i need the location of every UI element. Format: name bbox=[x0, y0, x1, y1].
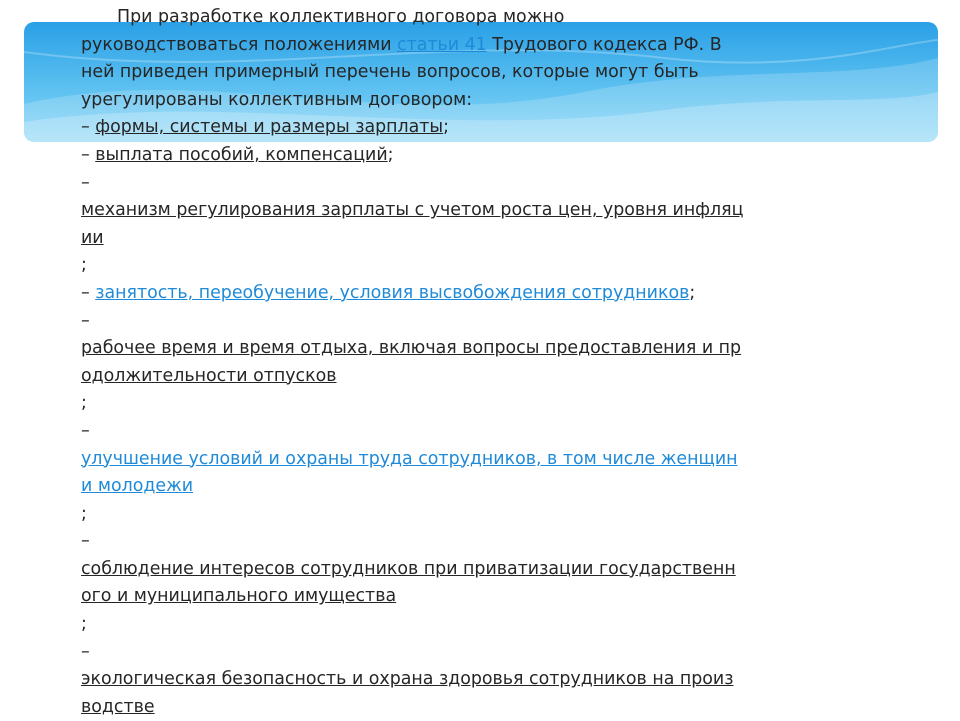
intro-line bbox=[81, 59, 841, 87]
item-link[interactable]: рабочее время и время отдыха, включая вопросы предоставления и пр bbox=[81, 338, 742, 359]
intro-line bbox=[81, 32, 841, 60]
list-semicolon: ; bbox=[443, 117, 450, 138]
list-dash: – bbox=[81, 420, 90, 441]
list-dash: – bbox=[81, 172, 90, 193]
list-item bbox=[81, 446, 841, 474]
list-dash: – bbox=[81, 144, 90, 165]
item-link[interactable]: экологическая безопасность и охрана здоровья сотрудников на произ bbox=[81, 669, 734, 690]
intro-text: ней приведен примерный перечень вопросов, которые могут быть bbox=[81, 62, 699, 83]
list-item bbox=[81, 473, 841, 501]
list-semicolon-line bbox=[81, 501, 841, 529]
item-link[interactable]: ии bbox=[81, 227, 104, 248]
intro-text: Трудового кодекса РФ. В bbox=[486, 34, 722, 55]
list-item bbox=[81, 583, 841, 611]
list-semicolon: ; bbox=[81, 503, 87, 524]
list-semicolon-line bbox=[81, 252, 841, 280]
item-link[interactable]: водстве bbox=[81, 696, 155, 717]
list-item bbox=[81, 335, 841, 363]
list-dash-line bbox=[81, 528, 841, 556]
article-41-link[interactable]: статьи 41 bbox=[397, 34, 487, 55]
list-semicolon: ; bbox=[689, 282, 696, 303]
item-link[interactable]: выплата пособий, компенсаций bbox=[95, 144, 388, 165]
list-dash: – bbox=[81, 310, 90, 331]
item-link[interactable]: соблюдение интересов сотрудников при приватизации государственн bbox=[81, 558, 736, 579]
list-item bbox=[81, 280, 841, 308]
list-dash-line bbox=[81, 170, 841, 198]
item-link[interactable]: механизм регулирования зарплаты с учетом роста цен, уровня инфляц bbox=[81, 200, 744, 221]
list-dash-line bbox=[81, 308, 841, 336]
item-link[interactable]: ого и муниципального имущества bbox=[81, 586, 397, 607]
item-link[interactable]: формы, системы и размеры зарплаты bbox=[95, 117, 444, 138]
list-semicolon: ; bbox=[81, 614, 87, 635]
list-dash: – bbox=[81, 641, 90, 662]
intro-line bbox=[81, 87, 841, 115]
slide-text bbox=[81, 4, 841, 721]
list-dash: – bbox=[81, 117, 90, 138]
list-item bbox=[81, 225, 841, 253]
intro-text: руководствоваться положениями bbox=[81, 34, 398, 55]
item-link[interactable]: улучшение условий и охраны труда сотрудников, в том числе женщин bbox=[81, 448, 738, 469]
list-item bbox=[81, 666, 841, 694]
list-item bbox=[81, 197, 841, 225]
list-item bbox=[81, 142, 841, 170]
intro-text: урегулированы коллективным договором: bbox=[81, 89, 473, 110]
list-dash: – bbox=[81, 282, 90, 303]
item-link[interactable]: и молодежи bbox=[81, 476, 194, 497]
list-dash-line bbox=[81, 639, 841, 667]
intro-line bbox=[81, 4, 841, 32]
list-item bbox=[81, 363, 841, 391]
list-semicolon-line bbox=[81, 611, 841, 639]
item-link[interactable]: одолжительности отпусков bbox=[81, 365, 337, 386]
list-semicolon: ; bbox=[81, 255, 87, 276]
list-dash: – bbox=[81, 531, 90, 552]
list-semicolon-line bbox=[81, 390, 841, 418]
intro-text: При разработке коллективного договора можно bbox=[117, 7, 565, 27]
list-semicolon: ; bbox=[387, 144, 394, 165]
item-link[interactable]: занятость, переобучение, условия высвобождения сотрудников bbox=[95, 282, 690, 303]
list-item bbox=[81, 694, 841, 721]
list-dash-line bbox=[81, 418, 841, 446]
list-item bbox=[81, 556, 841, 584]
list-semicolon: ; bbox=[81, 393, 87, 414]
list-item bbox=[81, 114, 841, 142]
